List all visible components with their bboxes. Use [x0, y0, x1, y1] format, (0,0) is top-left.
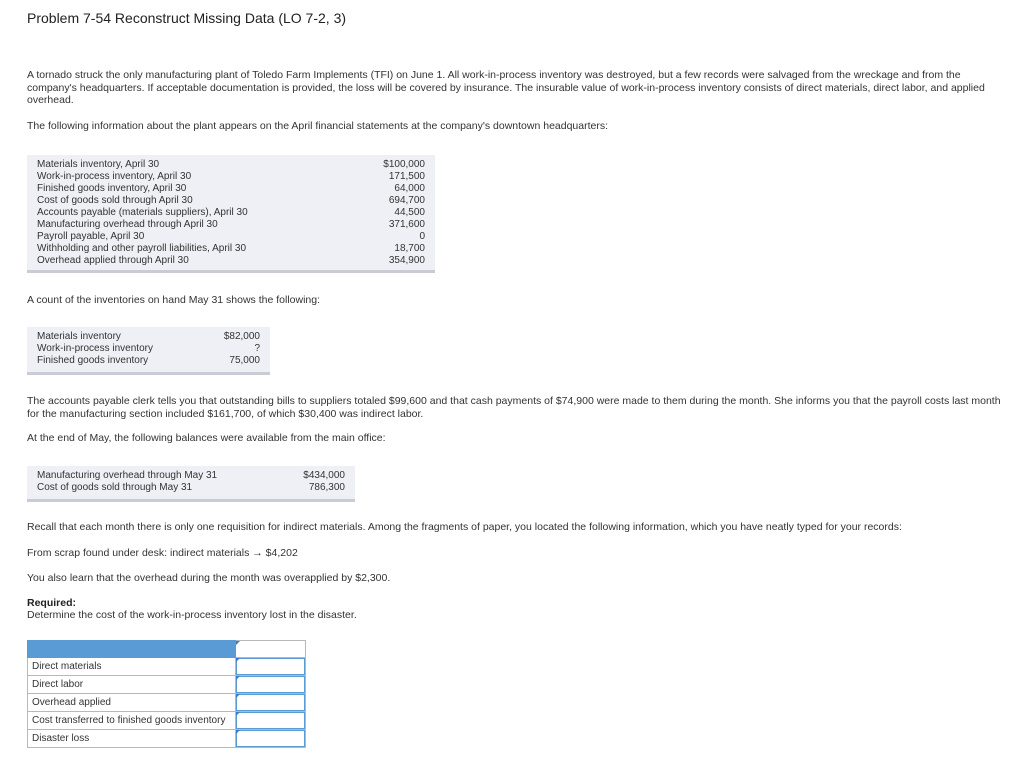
may-table-row [27, 331, 270, 343]
answer-header-value-cell [236, 641, 306, 658]
row-label: Withholding and other payroll liabilities, April 30 [37, 243, 247, 254]
april-intro: The following information about the plant appears on the April financial statements at the company's downtown headquarters: [27, 120, 609, 132]
may-table-row [27, 343, 270, 355]
answer-input[interactable] [236, 712, 305, 729]
answer-row [28, 676, 306, 694]
required-text: Determine the cost of the work-in-process inventory lost in the disaster. [27, 609, 357, 621]
answer-row-label: Direct materials [28, 658, 236, 676]
answer-header-label-cell [28, 641, 236, 658]
answer-cell [236, 694, 306, 712]
row-label: Work-in-process inventory, April 30 [37, 171, 192, 182]
row-label: Work-in-process inventory [37, 343, 153, 354]
answer-cell [236, 658, 306, 676]
row-label: Overhead applied through April 30 [37, 255, 189, 266]
answer-input[interactable] [236, 694, 305, 711]
row-label: Payroll payable, April 30 [37, 231, 145, 242]
row-value: ? [254, 343, 260, 354]
answer-row-label: Disaster loss [28, 730, 236, 748]
may-end-balances-table [27, 463, 355, 502]
answer-input[interactable] [236, 658, 305, 675]
row-value: 371,600 [388, 219, 425, 230]
row-value: $100,000 [383, 159, 425, 170]
row-value: 171,500 [388, 171, 425, 182]
april-table-row [27, 243, 435, 255]
answer-header-row [28, 641, 306, 658]
end-intro: At the end of May, the following balances were available from the main office: [27, 432, 386, 444]
end-table-row [27, 482, 355, 494]
row-label: Accounts payable (materials suppliers), April 30 [37, 207, 248, 218]
answer-row [28, 730, 306, 748]
row-value: 786,300 [308, 482, 345, 493]
may-table-row [27, 355, 270, 367]
answer-row-label: Cost transferred to finished goods inventory [28, 712, 236, 730]
answer-table [27, 640, 306, 748]
row-label: Finished goods inventory [37, 355, 149, 366]
row-value: $82,000 [223, 331, 260, 342]
cell-marker-icon [236, 676, 240, 680]
answer-cell [236, 730, 306, 748]
answer-cell [236, 676, 306, 694]
row-label: Cost of goods sold through April 30 [37, 195, 193, 206]
april-table-row [27, 231, 435, 243]
row-label: Cost of goods sold through May 31 [37, 482, 193, 493]
row-value: 64,000 [394, 183, 425, 194]
overapplied-note: You also learn that the overhead during the month was overapplied by $2,300. [27, 572, 391, 584]
scrap-note: From scrap found under desk: indirect materials → $4,202 [27, 547, 298, 559]
required-label: Required: [27, 597, 77, 609]
answer-cell [236, 712, 306, 730]
answer-row [28, 712, 306, 730]
end-table-row [27, 470, 355, 482]
row-value: 694,700 [388, 195, 425, 206]
answer-input[interactable] [236, 730, 305, 747]
april-table-row [27, 255, 435, 267]
answer-input[interactable] [236, 676, 305, 693]
row-value: 75,000 [229, 355, 260, 366]
may-inventory-table [27, 324, 270, 375]
row-value: 44,500 [394, 207, 425, 218]
recall-paragraph: Recall that each month there is only one requisition for indirect materials. Among the fragments of paper, you located the following information, which you have neatly typed for your records: [27, 521, 902, 533]
cell-marker-icon [236, 730, 240, 734]
april-table-row [27, 219, 435, 231]
april-table-row [27, 207, 435, 219]
row-label: Materials inventory, April 30 [37, 159, 160, 170]
row-label: Finished goods inventory, April 30 [37, 183, 187, 194]
april-table-row [27, 195, 435, 207]
answer-row-label: Overhead applied [28, 694, 236, 712]
cell-marker-icon [236, 658, 240, 662]
cell-marker-icon [236, 712, 240, 716]
row-label: Materials inventory [37, 331, 121, 342]
row-value: 354,900 [388, 255, 425, 266]
cell-marker-icon [236, 694, 240, 698]
row-value: 18,700 [394, 243, 425, 254]
april-table-row [27, 183, 435, 195]
payables-paragraph: The accounts payable clerk tells you that outstanding bills to suppliers totaled $99,600 and that cash payments of $74,900 were made to them during the month. She informs you that the payroll costs last month for the manufacturing section included $161,700, of which $30,400 was indirect labor. [27, 395, 1001, 420]
answer-row-label: Direct labor [28, 676, 236, 694]
april-financials-table [27, 152, 435, 273]
april-table-row [27, 171, 435, 183]
may-intro: A count of the inventories on hand May 31 shows the following: [27, 294, 321, 306]
answer-row [28, 694, 306, 712]
row-label: Manufacturing overhead through April 30 [37, 219, 218, 230]
row-value: 0 [419, 231, 425, 242]
answer-row [28, 658, 306, 676]
row-value: $434,000 [303, 470, 345, 481]
intro-paragraph: A tornado struck the only manufacturing plant of Toledo Farm Implements (TFI) on June 1. All work-in-process inventory was destroyed, but a few records were salvaged from the wreckage and from the company's headquarters. If acceptable documentation is provided, the loss will be covered by insurance. The insurable value of work-in-process inventory consists of direct materials, direct labor, and applied overhead. [27, 69, 985, 106]
page-title: Problem 7-54 Reconstruct Missing Data (LO 7-2, 3) [27, 10, 347, 26]
april-table-row [27, 159, 435, 171]
row-label: Manufacturing overhead through May 31 [37, 470, 218, 481]
